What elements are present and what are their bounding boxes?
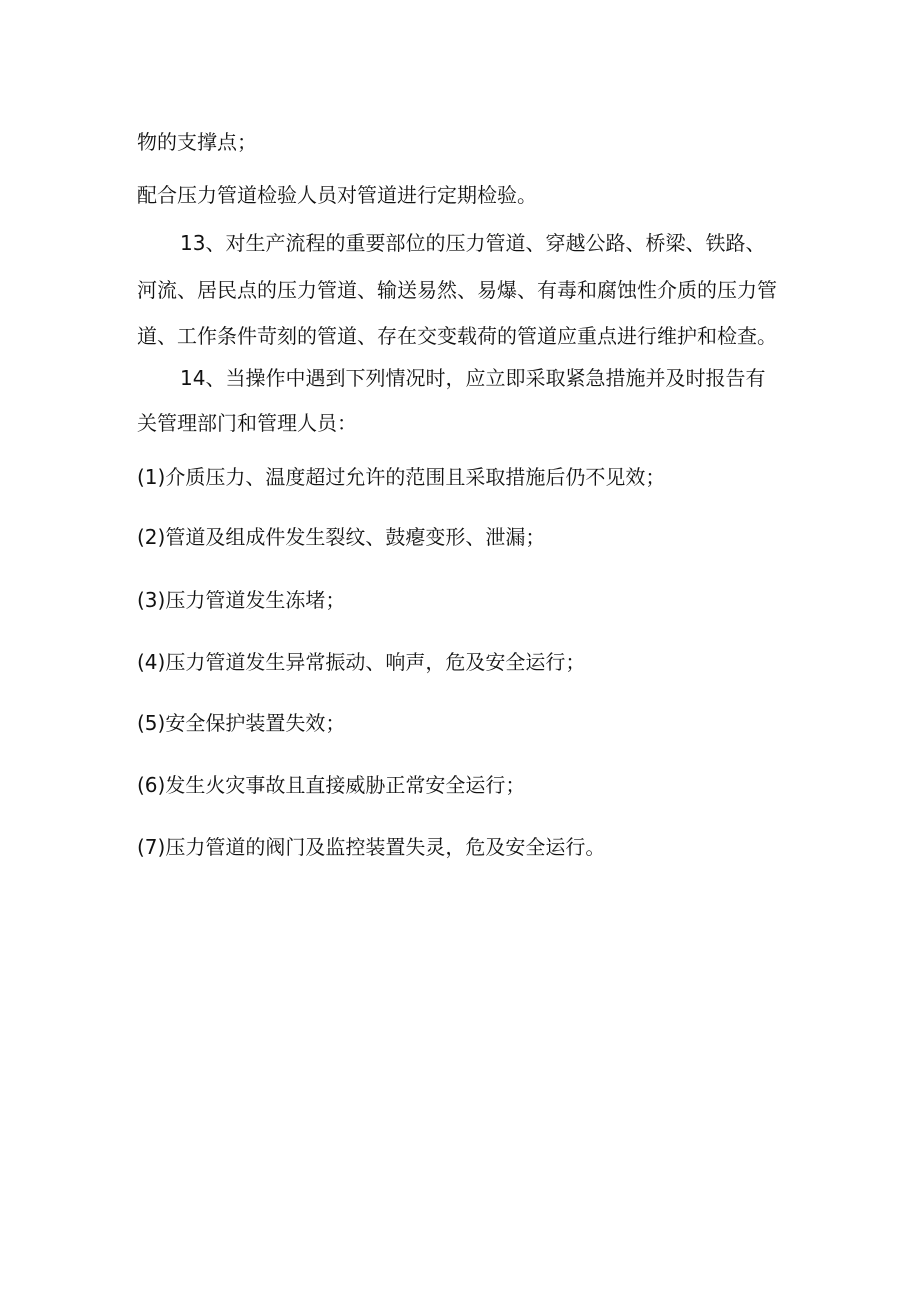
text-line-periodic-inspection: 配合压力管道检验人员对管道进行定期检验。	[137, 183, 537, 207]
text-line-item-14-start: 14、当操作中遇到下列情况时，应立即采取紧急措施并及时报告有	[180, 366, 766, 390]
list-item-4: (4)压力管道发生异常振动、响声，危及安全运行；	[137, 650, 586, 674]
list-item-3: (3)压力管道发生冻堵；	[137, 588, 346, 612]
text-line-item-13-middle: 河流、居民点的压力管道、输送易然、易爆、有毒和腐蚀性介质的压力管	[137, 278, 777, 302]
list-item-2: (2)管道及组成件发生裂纹、鼓瘪变形、泄漏；	[137, 525, 546, 549]
text-line-item-13-end: 道、工作条件苛刻的管道、存在交变载荷的管道应重点进行维护和检查。	[137, 324, 777, 348]
list-item-6: (6)发生火灾事故且直接威胁正常安全运行；	[137, 773, 526, 797]
text-line-item-14-end: 关管理部门和管理人员：	[137, 411, 357, 435]
list-item-7: (7)压力管道的阀门及监控装置失灵，危及安全运行。	[137, 835, 606, 859]
list-item-5: (5)安全保护装置失效；	[137, 711, 346, 735]
list-item-1: (1)介质压力、温度超过允许的范围且采取措施后仍不见效；	[137, 465, 666, 489]
text-line-item-13-start: 13、对生产流程的重要部位的压力管道、穿越公路、桥梁、铁路、	[180, 231, 766, 255]
text-line-support-point: 物的支撑点；	[137, 130, 257, 154]
